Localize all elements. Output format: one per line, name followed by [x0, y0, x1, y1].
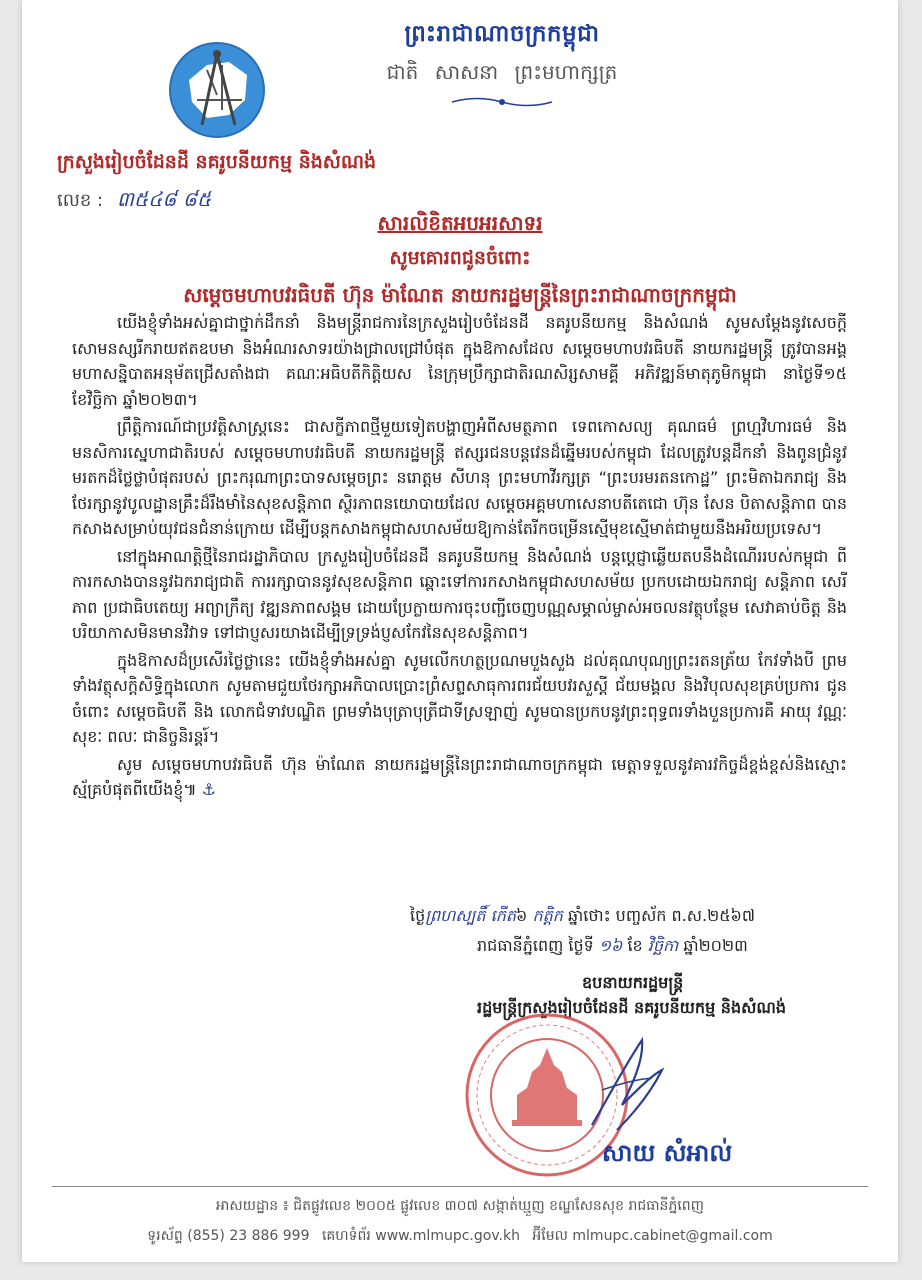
footer-address: អាសយដ្ឋាន ៖ ជិតផ្លូវលេខ ២០០៥ ផ្លូវលេខ ៣០៧ សង្កាត់ឃ្មួញ ខណ្ឌសែនសុខ រាជធានីភ្នំពេញ	[215, 1198, 704, 1214]
national-motto: ជាតិ សាសនា ព្រះមហាក្សត្រ	[386, 60, 618, 84]
footer-contacts	[22, 1226, 898, 1247]
document-page	[22, 0, 898, 1262]
footer-divider	[52, 1186, 868, 1187]
footer-phone: ទូរស័ព្ទ (855) 23 886 999	[147, 1228, 310, 1244]
gregorian-date-line	[477, 935, 748, 959]
letter-title: សារលិខិតអបអរសាទរ	[377, 211, 543, 235]
lunar-prefix: ថ្ងៃ	[410, 906, 426, 925]
gregorian-year: ឆ្នាំ២០២៣	[683, 936, 748, 955]
footer-email: អ៊ីមែល mlmupc.cabinet@gmail.com	[532, 1228, 773, 1244]
closing-text: សូម សម្តេចមហាបវរធិបតី ហ៊ុន ម៉ាណែត នាយករដ្ឋមន្ត្រីនៃព្រះរាជាណាចក្រកម្ពុជា មេត្តាទទួលនូវគារវកិច្ចដ៏ខ្ពង់ខ្ពស់និងស្មោះស្ម័គ្របំផុតពីយើងខ្ញុំ៕	[72, 754, 847, 799]
ministry-logo-icon	[167, 40, 267, 140]
gregorian-day-handwritten: ១៦	[598, 936, 623, 955]
letter-title-block	[22, 210, 898, 312]
gregorian-month-label: ខែ	[627, 936, 643, 955]
ministry-name: ក្រសួងរៀបចំដែនដី នគរូបនីយកម្ម និងសំណង់	[57, 151, 377, 173]
footer-website: គេហទំព័រ www.mlmupc.gov.kh	[321, 1228, 520, 1244]
signatory-title-minister: រដ្ឋមន្ត្រីក្រសួងរៀបចំដែនដី នគរូបនីយកម្ម និងសំណង់	[477, 998, 787, 1017]
lunar-month-handwritten: កត្តិក	[532, 906, 563, 925]
letter-recipient: សម្តេចមហាបវរធិបតី ហ៊ុន ម៉ាណែត នាយករដ្ឋមន្ត្រីនៃព្រះរាជាណាចក្រកម្ពុជា	[183, 283, 737, 307]
letter-body	[72, 310, 847, 805]
lunar-day: ៦	[516, 906, 528, 925]
kingdom-title: ព្រះរាជាណាចក្រកម្ពុជា	[404, 21, 600, 47]
letterhead-kingdom	[322, 20, 682, 109]
handwritten-signature-icon	[582, 1030, 672, 1140]
body-paragraph-5	[72, 752, 847, 803]
letter-salutation: សូមគោរពជូនចំពោះ	[389, 247, 531, 269]
body-paragraph-1: យើងខ្ញុំទាំងអស់គ្នាជាថ្នាក់ដឹកនាំ និងមន្ត្រីរាជការនៃក្រសួងរៀបចំដែនដី នគរូបនីយកម្ម និងសំណង់ សូមសម្តែងនូវសេចក្តីសោមនស្សរីករាយឥតឧបមា និងអំណរសាទរយ៉ាងជ្រាលជ្រៅបំផុត ក្នុងឱកាសដែល សម្តេចមហាបវរធិបតី នាយករដ្ឋមន្ត្រី ត្រូវបានអង្គមហាសន្និបាតអនុម័តជ្រើសតាំងជា គណៈអធិបតីកិត្តិយស នៃក្រុមប្រឹក្សាជាតិរណសិរ្សសាមគ្គី អភិវឌ្ឍន៍មាតុភូមិកម្ពុជា នាថ្ងៃទី១៥ ខែវិច្ឆិកា ឆ្នាំ២០២៣។	[72, 313, 847, 409]
reference-label: លេខ :	[57, 190, 104, 211]
body-paragraph-2: ព្រឹត្តិការណ៍ជាប្រវត្តិសាស្ត្រនេះ ជាសក្ខីភាពថ្មីមួយទៀតបង្ហាញអំពីសមត្ថភាព ទេពកោសល្យ គុណធម៌ ព្រហ្មវិហារធម៌ និងមនសិការស្នេហាជាតិរបស់ សម្តេចមហាបវរធិបតី នាយករដ្ឋមន្ត្រី ឥស្សរជនបន្តវេនដ៏ឆ្នើមរបស់កម្ពុជា ដែលត្រូវបន្តដឹកនាំ និងពូនជ្រំនូវមរតកដ៏ថ្លៃថ្លាបំផុតរបស់ ព្រះករុណាព្រះបាទសម្តេចព្រះ នរោត្តម សីហនុ ព្រះមហាវីរក្សត្រ “ព្រះបរមរតនកោដ្ឋ” ព្រះមិតាឯករាជ្យ និងថែរក្សានូវបូលដ្ឋានគ្រឹះដ៏រឹងមាំនៃសុខសន្តិភាព ស្ថិរភាពនយោបាយដែល សម្តេចអគ្គមហាសេនាបតីតេជោ ហ៊ុន សែន បិតាសន្តិភាព បានកសាងសម្រាប់យុវជនជំនាន់ក្រោយ ដើម្បីបន្តកសាងកម្ពុជាសហសម័យឱ្យកាន់តែរីកចម្រើនស្មើមុខស្មើមាត់ជាមួយនឹងអរិយប្រទេស។	[72, 417, 847, 538]
signatory-title-deputy-pm: ឧបនាយករដ្ឋមន្ត្រី	[582, 973, 684, 992]
gregorian-prefix: រាជធានីភ្នំពេញ ថ្ងៃទី	[477, 936, 594, 955]
gregorian-month-handwritten: វិច្ឆិកា	[647, 936, 679, 955]
ornament-divider	[447, 95, 557, 109]
reference-number: ៣៥៤៨ ៨៥	[116, 187, 212, 211]
end-mark-icon: ⚓	[201, 780, 217, 799]
lunar-date-line	[410, 905, 755, 929]
lunar-year: ឆ្នាំថោះ បញ្ចស័ក ព.ស.២៥៦៧	[568, 906, 755, 925]
body-paragraph-3: នៅក្នុងអាណត្តិថ្មីនៃរាជរដ្ឋាភិបាល ក្រសួងរៀបចំដែនដី នគរូបនីយកម្ម និងសំណង់ បន្តប្តេជ្ញាឆ្លើយតបនឹងដំណើររបស់កម្ពុជា ពីការកសាងបាននូវឯករាជ្យជាតិ ការរក្សាបាននូវសុខសន្តិភាព ឆ្ពោះទៅការកសាងកម្ពុជាសហសម័យ ប្រកបដោយឯករាជ្យ សន្តិភាព សេរីភាព ប្រជាធិបតេយ្យ អព្យាក្រឹត្យ វឌ្ឍនភាពសង្គម ដោយប្រែក្លាយការចុះបញ្ជីចេញបណ្ណសម្គាល់ម្ចាស់អចលនវត្ថុបន្ថែម សេវាគាប់ចិត្ត និងបរិយាកាសមិនមានវិវាទ ទៅជាប្ញសរយាងដើម្បីទ្រទ្រង់ប្ញសកែវនៃសុខសន្តិភាព។	[72, 546, 847, 642]
body-paragraph-4: ក្នុងឱកាសដ៏ប្រសើរថ្លៃថ្លានេះ យើងខ្ញុំទាំងអស់គ្នា សូមលើកហត្ថប្រណមបួងសួង ដល់គុណបុណ្យព្រះរតនត្រ័យ កែវទាំងបី ព្រមទាំងវត្ថុសក្តិសិទ្ធិក្នុងលោក សូមតាមជួយថែរក្សាអភិបាលប្រោះព្រំសព្ទសាធុការពរជ័យបវរសួស្តី ជ័យមង្គល និងវិបុលសុខគ្រប់ប្រការ ជូនចំពោះ សម្តេចធិបតី និង លោកជំទាវបណ្ឌិត ព្រមទាំងបុត្រាបុត្រីជាទីស្រឡាញ់ សូមបានប្រកបនូវព្រះពុទ្ធពរទាំងបួនប្រការគឺ អាយុ វណ្ណៈ សុខៈ ពលៈ ជានិច្ចនិរន្តរ៍។	[72, 650, 847, 746]
lunar-weekday-handwritten: ព្រហស្បតិ៍ កើត	[425, 906, 517, 925]
signatory-name: សាយ សំអាល់	[602, 1139, 733, 1167]
